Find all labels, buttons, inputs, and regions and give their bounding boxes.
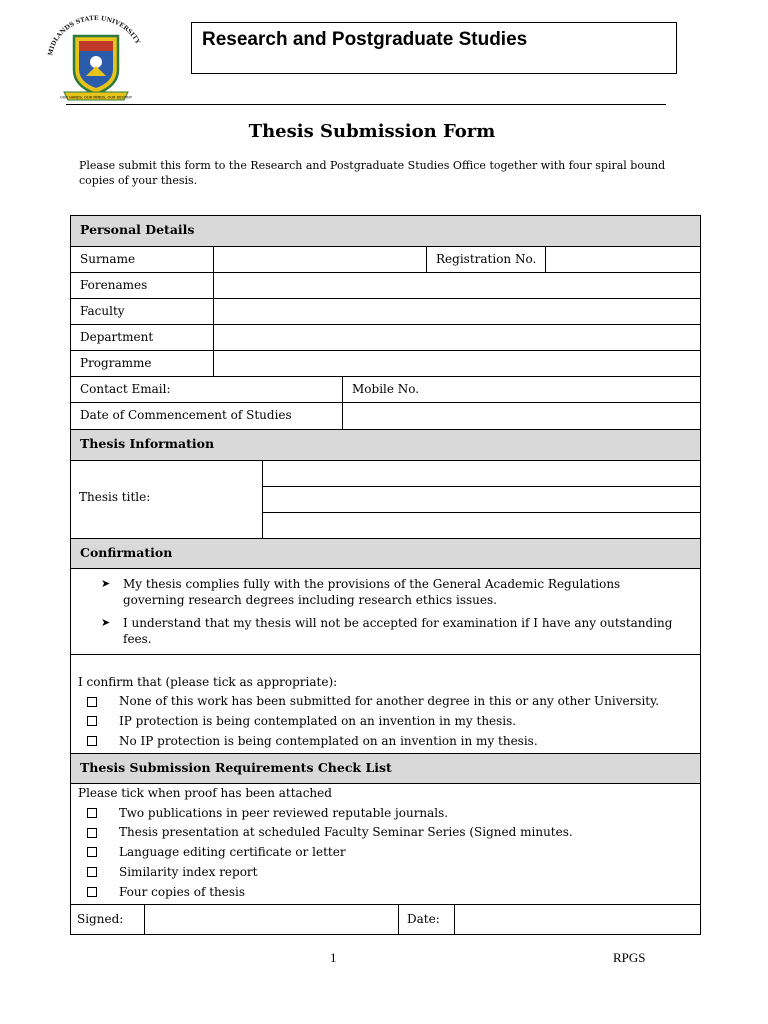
email-field[interactable] [70, 376, 343, 403]
thesis-title-line-1[interactable] [262, 460, 701, 487]
logo-motto: OUR HANDS, OUR MINDS, OUR DESTINY [59, 95, 133, 100]
email-label: Contact Email: [80, 382, 171, 396]
page-number: 1 [330, 950, 337, 965]
registration-label-cell [426, 246, 546, 273]
checklist-item: Two publications in peer reviewed reputable journals. [119, 806, 449, 820]
checkbox[interactable] [87, 736, 97, 746]
confirm-option: None of this work has been submitted for another degree in this or any other University. [119, 694, 660, 708]
faculty-label: Faculty [80, 304, 125, 318]
thesis-title-line-3[interactable] [262, 512, 701, 539]
checkbox[interactable] [87, 867, 97, 877]
section-title: Personal Details [80, 222, 195, 237]
surname-label-cell [70, 246, 214, 273]
date-label-cell [398, 904, 455, 935]
forenames-label-cell [70, 272, 214, 299]
arrow-bullet-icon: ➤ [101, 577, 111, 590]
department-label: Department [80, 330, 154, 344]
surname-field[interactable] [213, 246, 427, 273]
department-field[interactable] [213, 324, 701, 351]
header-title: Research and Postgraduate Studies [202, 29, 528, 50]
department-label-cell [70, 324, 214, 351]
checklist-item: Thesis presentation at scheduled Faculty Seminar Series (Signed minutes. [119, 825, 573, 839]
checkbox[interactable] [87, 847, 97, 857]
surname-label: Surname [80, 252, 136, 266]
mobile-field[interactable] [342, 376, 701, 403]
section-title: Confirmation [80, 545, 173, 560]
commencement-label-cell [70, 402, 343, 430]
section-title: Thesis Information [80, 436, 215, 451]
confirmation-statement: My thesis complies fully with the provisions of the General Academic Regulations governing research degrees including research ethics issues. [123, 577, 621, 607]
thesis-title-label-cell [70, 460, 263, 539]
checklist-header [70, 753, 701, 784]
confirm-option: IP protection is being contemplated on an invention in my thesis. [119, 714, 517, 728]
checklist-intro: Please tick when proof has been attached [78, 786, 332, 800]
forenames-label: Forenames [80, 278, 148, 292]
confirm-intro: I confirm that (please tick as appropriate): [78, 675, 338, 689]
checklist-item: Similarity index report [119, 865, 258, 879]
programme-label: Programme [80, 356, 152, 370]
confirm-option: No IP protection is being contemplated on an invention in my thesis. [119, 734, 538, 748]
forenames-field[interactable] [213, 272, 701, 299]
programme-label-cell [70, 350, 214, 377]
checkbox[interactable] [87, 716, 97, 726]
thesis-information-header [70, 429, 701, 461]
form-intro: Please submit this form to the Research and Postgraduate Studies Office together with four spiral bound copies of your thesis. [79, 159, 666, 187]
checkbox[interactable] [87, 828, 97, 838]
faculty-label-cell [70, 298, 214, 325]
thesis-title-label: Thesis title: [79, 490, 151, 504]
header-box [191, 22, 677, 74]
personal-details-header [70, 215, 701, 247]
arrow-bullet-icon: ➤ [101, 616, 111, 629]
university-logo [40, 14, 152, 104]
confirmation-header [70, 538, 701, 569]
logo-arc-text: MIDLANDS STATE UNIVERSITY [47, 14, 141, 57]
checklist-item: Language editing certificate or letter [119, 845, 346, 859]
registration-field[interactable] [545, 246, 701, 273]
date-field[interactable] [454, 904, 701, 935]
commencement-field[interactable] [342, 402, 701, 430]
thesis-title-line-2[interactable] [262, 486, 701, 513]
footer-code: RPGS [613, 950, 646, 965]
section-title: Thesis Submission Requirements Check List [80, 760, 392, 775]
faculty-field[interactable] [213, 298, 701, 325]
checklist-item: Four copies of thesis [119, 885, 245, 899]
signed-label-cell [70, 904, 145, 935]
checkbox[interactable] [87, 887, 97, 897]
mobile-label: Mobile No. [352, 382, 420, 396]
checkbox[interactable] [87, 808, 97, 818]
signed-label: Signed: [77, 912, 124, 926]
programme-field[interactable] [213, 350, 701, 377]
registration-label: Registration No. [436, 252, 537, 266]
divider [66, 104, 666, 105]
checkbox[interactable] [87, 697, 97, 707]
signature-field[interactable] [144, 904, 399, 935]
form-title: Thesis Submission Form [248, 121, 496, 142]
commencement-label: Date of Commencement of Studies [80, 408, 292, 422]
confirmation-statement: I understand that my thesis will not be accepted for examination if I have any outstanding fees. [123, 616, 673, 646]
date-label: Date: [407, 912, 440, 926]
